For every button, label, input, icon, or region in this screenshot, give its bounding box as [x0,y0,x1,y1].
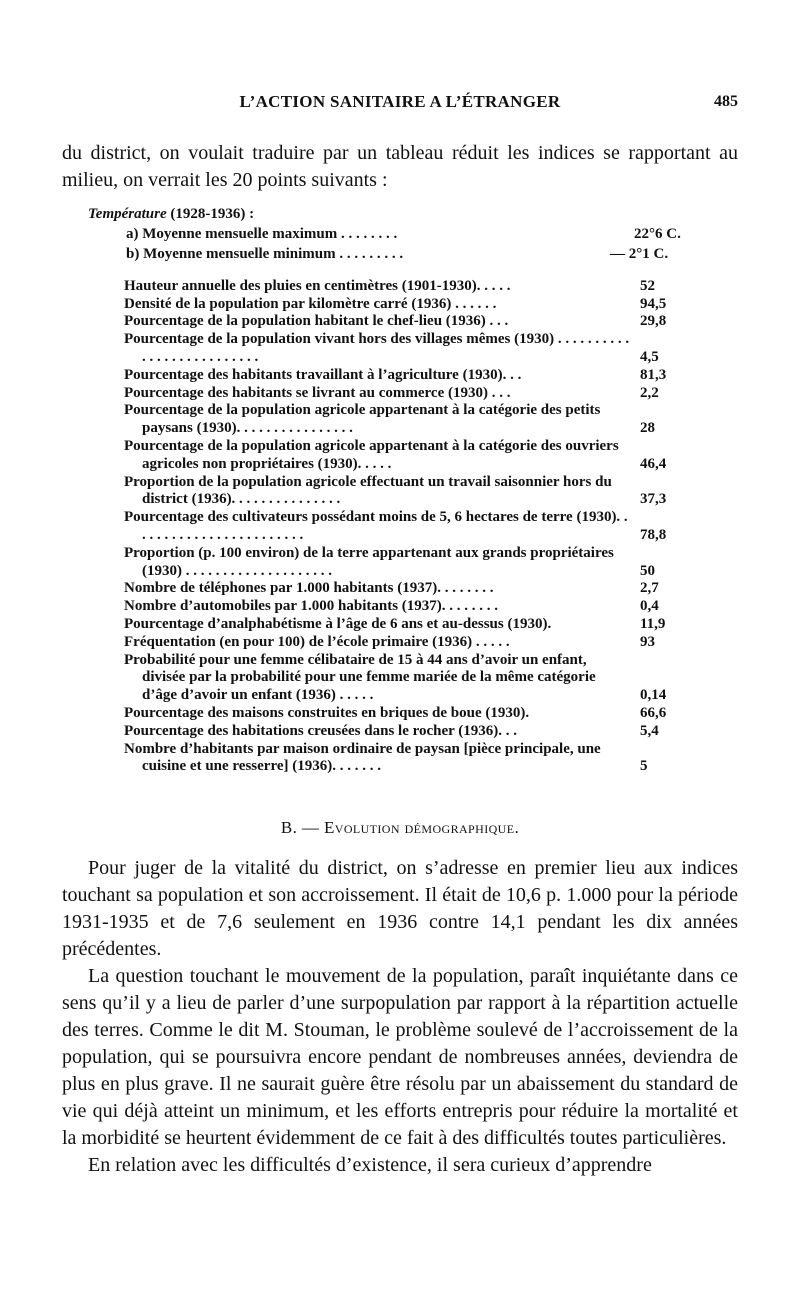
indicator-value: 5 [640,758,648,775]
indicator-value: 4,5 [640,348,659,365]
indicator-table [88,206,688,776]
body-paragraph: Pour juger de la vitalité du district, on s’adresse en premier lieu aux indices touchant sa population et son accroissement. Il était de 10,6 p. 1.000 pour la période 1931-1935 et de 7,6 seulement en 1936 contre 14,1 pendant les dix années précédentes. [62,857,738,960]
indicator-value: 37,3 [640,491,667,508]
indicator-value: 0,14 [640,687,667,704]
indicator-value: 94,5 [640,295,667,312]
intro-text: du district, on voulait traduire par un tableau réduit les indices se rapportant au milieu, on verrait les 20 points suivants : [62,142,738,191]
indicator-text: Hauteur annuelle des pluies en centimètres (1901-1930). . . . . [124,277,511,294]
indicator-row [88,474,688,510]
indicator-value: 28 [640,420,655,437]
indicator-value: 5,4 [640,722,659,739]
indicator-value: 50 [640,562,655,579]
indicator-text: Pourcentage des habitants travaillant à l’agriculture (1930). . . [124,366,522,383]
indicator-row [88,385,688,403]
indicator-row [88,652,688,705]
indicator-value: 66,6 [640,704,667,721]
indicator-text: Proportion de la population agricole effectuant un travail saisonnier hors du district (1936). . . . . . . . . . . . . . . [124,473,612,508]
indicator-list [88,278,688,776]
temperature-value: 22°6 C. [634,225,681,242]
indicator-value: 81,3 [640,366,667,383]
indicator-value: 46,4 [640,455,667,472]
temperature-row-min [126,246,688,266]
temperature-value: — 2°1 C. [610,245,669,262]
indicator-row [88,705,688,723]
indicator-row [88,367,688,385]
indicator-value: 2,7 [640,580,659,597]
indicator-text: Pourcentage des habitations creusées dans le rocher (1936). . . [124,722,518,739]
page-number: 485 [714,93,738,110]
indicator-text: Pourcentage des habitants se livrant au commerce (1930) . . . [124,384,511,401]
indicator-row [88,598,688,616]
indicator-text: Pourcentage des cultivateurs possédant moins de 5, 6 hectares de terre (1930). . . . . . . . . . . . . . . . . . . . . . . . [124,509,628,543]
indicator-text: Fréquentation (en pour 100) de l’école primaire (1936) . . . . . [124,633,510,650]
intro-paragraph [62,140,738,194]
indicator-value: 11,9 [640,615,666,632]
indicator-value: 93 [640,633,655,650]
indicator-text: Pourcentage de la population vivant hors des villages mêmes (1930) . . . . . . . . . . . . . . . . . . . . . . . . . . [124,331,630,365]
section-title: Evolution démographique. [323,818,520,837]
indicator-row [88,438,688,474]
indicator-text: Densité de la population par kilomètre carré (1936) . . . . . . [124,295,497,312]
indicator-text: Proportion (p. 100 environ) de la terre appartenant aux grands propriétaires (1930) . . . . . . . . . . . . . . . . . . . . [124,544,614,579]
indicator-row [88,616,688,634]
temperature-heading-label: Température [88,206,167,222]
indicator-row [88,545,688,581]
indicator-text: Pourcentage d’analphabétisme à l’âge de 6 ans et au-dessus (1930). [124,615,552,632]
indicator-value: 78,8 [640,526,667,543]
indicator-value: 29,8 [640,313,667,330]
indicator-text: Pourcentage de la population habitant le chef-lieu (1936) . . . [124,313,509,330]
indicator-text: Nombre de téléphones par 1.000 habitants (1937). . . . . . . . [124,580,494,597]
indicator-row [88,331,688,367]
indicator-text: Pourcentage de la population agricole appartenant à la catégorie des petits paysans (1930). . . . . . . . . . . . . . . . [124,402,601,437]
indicator-row [88,580,688,598]
section-letter: B. — [280,818,324,837]
indicator-text: Probabilité pour une femme célibataire de 15 à 44 ans d’avoir un enfant, divisée par la probabilité pour une femme mariée de la même catégorie d’âge d’avoir un enfant (1936) . . . . . [124,651,596,704]
section-heading [0,818,800,838]
indicator-row [88,313,688,331]
running-title: L’ACTION SANITAIRE A L’ÉTRANGER [239,92,561,111]
body-paragraph: La question touchant le mouvement de la population, paraît inquiétante dans ce sens qu’il y a lieu de parler d’une surpopulation par rapport à la répartition actuelle des terres. Comme le dit M. Stouman, le problème soulevé de l’accroissement de la population, qui se poursuivra encore pendant de nombreuses années, deviendra de plus en plus grave. Il ne saurait guère être résolu par un abaissement du standard de vie qui déjà atteint un minimum, et les efforts entrepris pour réduire la mortalité et la morbidité se heurtent évidemment de ce fait à des difficultés toutes particulières. [62,965,738,1149]
indicator-row [88,741,688,777]
indicator-row [88,634,688,652]
temperature-heading [88,206,688,224]
indicator-value: 2,2 [640,384,659,401]
indicator-text: Nombre d’automobiles par 1.000 habitants (1937). . . . . . . . [124,598,499,615]
body-paragraph: En relation avec les difficultés d’existence, il sera curieux d’apprendre [88,1154,652,1176]
indicator-value: 52 [640,277,655,294]
temperature-label: b) Moyenne mensuelle minimum . . . . . . . . . [126,245,404,262]
temperature-row-max [126,226,688,246]
indicator-text: Pourcentage de la population agricole appartenant à la catégorie des ouvriers agricoles non propriétaires (1930). . . . . [124,437,619,472]
temperature-heading-range: (1928-1936) : [166,206,255,222]
indicator-row [88,509,688,545]
indicator-row [88,723,688,741]
indicator-text: Nombre d’habitants par maison ordinaire de paysan [pièce principale, une cuisine et une resserre] (1936). . . . . . . [124,740,601,775]
running-head [0,92,800,116]
indicator-row [88,278,688,296]
indicator-row [88,296,688,314]
body-text [62,855,738,1179]
indicator-text: Pourcentage des maisons construites en briques de boue (1930). [124,704,530,721]
indicator-row [88,402,688,438]
indicator-value: 0,4 [640,598,659,615]
temperature-label: a) Moyenne mensuelle maximum . . . . . . . . [126,225,398,242]
